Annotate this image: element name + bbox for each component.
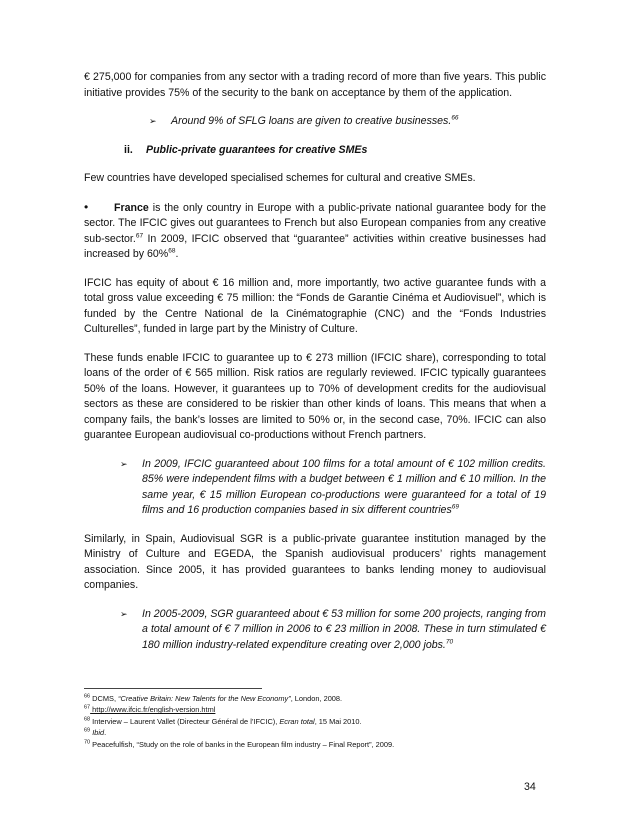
paragraph-ifcic-funds: These funds enable IFCIC to guarantee up to € 273 million (IFCIC share), corresponding to total loans of the order of € 565 million. Risk ratios are regularly reviewed. IFCIC typically guarantees 50% of the loans. However, it guarantees up to 70% of development credits for the audiovisual sectors as these are considered to be riskier than other kinds of loans. This means that when a company fails, the bank’s losses are limited to 50% or, in the second case, 70%. IFCIC can also guarantee European audiovisual co-productions without French partners.	[84, 351, 546, 441]
footnote-67	[84, 704, 546, 715]
footnote-text: Interview – Laurent Vallet (Directeur Général de l’IFCIC),	[90, 716, 280, 726]
paragraph-text: In 2009, IFCIC observed that “guarantee” activities within creative businesses had increased by 60%	[84, 232, 546, 260]
footnote-divider	[84, 688, 262, 689]
footnotes	[84, 693, 546, 750]
arrow-bullet-icon: ➢	[120, 608, 128, 619]
footnote-text: , London, 2008.	[290, 694, 343, 703]
footnote-number: 68	[84, 716, 91, 723]
footnote-ref[interactable]: 67	[135, 231, 144, 239]
arrow-bullet-icon: ➢	[120, 458, 128, 469]
bullet-dot-icon: •	[84, 199, 89, 214]
footnote-number: 66	[84, 693, 91, 700]
bullet-ifcic-2009	[120, 457, 546, 519]
paragraph-text: is the only country in Europe with a public-private national guarantee body for the sector. The IFCIC gives out guarantees to French but also European companies from any creative sub-sector.	[84, 201, 546, 245]
bullet-text: In 2009, IFCIC guaranteed about 100 films for a total amount of € 102 million credits. 85% were independent films with a budget between € 1 million and € 10 million. In the same year, € 15 million European co-productions were guaranteed for a total of 19 films and 16 production companies based in six different countries	[142, 457, 546, 516]
footnote-title: Ecran total	[279, 716, 315, 726]
footnote-ref[interactable]: 68	[168, 247, 176, 255]
footnote-ref[interactable]: 70	[445, 637, 454, 645]
footnote-number: 69	[84, 727, 91, 734]
footnote-number: 67	[84, 704, 91, 711]
country-name: France	[114, 201, 149, 214]
bullet-text: Around 9% of SFLG loans are given to creative businesses.	[171, 115, 452, 127]
paragraph-few-countries: Few countries have developed specialised schemes for cultural and creative SMEs.	[84, 172, 476, 184]
page-number: 34	[524, 781, 536, 793]
footnote-number: 70	[84, 739, 91, 746]
footnote-text: .	[104, 728, 107, 738]
footnote-title: “Creative Britain: New Talents for the New Economy”	[118, 694, 291, 703]
footnote-66	[84, 693, 546, 704]
bullet-text: In 2005-2009, SGR guaranteed about € 53 million for some 200 projects, ranging from a total amount of € 7 million in 2006 to € 23 million in 2008. These in turn stimulated € 180 million industry-related expenditure creating over 2,000 jobs.	[142, 607, 546, 651]
footnote-69	[84, 727, 546, 738]
heading-title: Public-private guarantees for creative SMEs	[146, 143, 368, 156]
heading-number: ii.	[124, 143, 133, 156]
paragraph-ifcic-equity: IFCIC has equity of about € 16 million and, more importantly, two active guarantee funds with a total gross value exceeding € 75 million: the “Fonds de Garantie Cinéma et Audiovisuel”, which is funded by the Centre National de la Cinématographie (CNC) and the “Fonds Industries Culturelles”, funded in large part by the Ministry of Culture.	[84, 276, 546, 335]
footnote-ref[interactable]: 66	[451, 114, 459, 122]
footnote-text: Peacefulfish, “Study on the role of banks in the European film industry – Final Report”, 2009.	[90, 739, 395, 749]
body-text	[84, 70, 546, 666]
bullet-sgr	[120, 607, 546, 654]
section-heading	[124, 143, 546, 159]
footnote-68	[84, 716, 546, 727]
footnote-text: , 15 Mai 2010.	[314, 716, 362, 726]
bullet-sflg-creative	[149, 114, 546, 130]
footnote-70	[84, 739, 546, 750]
footnote-text: DCMS,	[90, 694, 119, 703]
footnote-ref[interactable]: 69	[451, 503, 459, 511]
footnote-title: Ibid	[92, 728, 105, 738]
paragraph-text: .	[175, 248, 179, 260]
paragraph-france	[84, 200, 546, 263]
footnote-link[interactable]: http://www.ifcic.fr/english-version.html	[90, 705, 216, 715]
paragraph-sflg-intro: € 275,000 for companies from any sector with a trading record of more than five years. This public initiative provides 75% of the security to the bank on acceptance by them of the application.	[84, 71, 546, 99]
arrow-bullet-icon: ➢	[149, 116, 157, 126]
paragraph-spain: Similarly, in Spain, Audiovisual SGR is a public-private guarantee institution managed by the Ministry of Culture and EGEDA, the Spanish audiovisual producers’ rights management association. Since 2005, it has provided guarantees to banks lending money to audiovisual companies.	[84, 532, 546, 591]
